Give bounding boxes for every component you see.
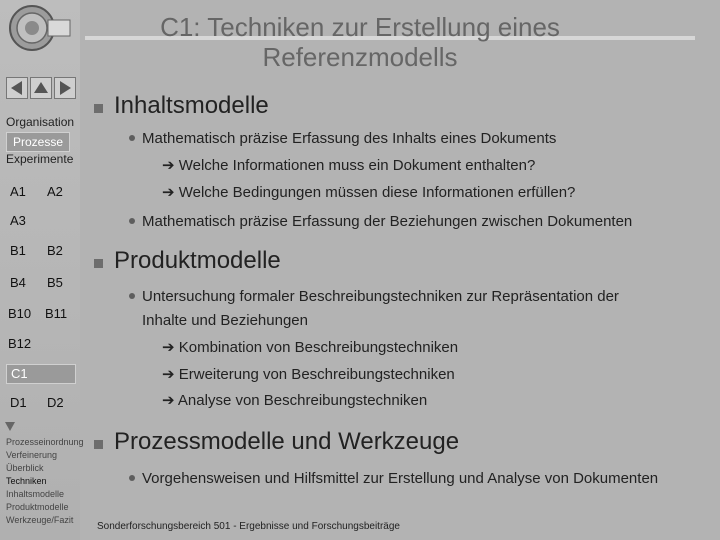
bullet-text: Mathematisch präzise Erfassung des Inhalts eines Dokuments (142, 130, 557, 147)
arrow-text: Erweiterung von Beschreibungstechniken (178, 366, 455, 383)
sidebar-item-b11[interactable]: B11 (45, 306, 68, 321)
slide-title-line-1: C1: Techniken zur Erstellung eines (160, 12, 560, 42)
sidebar-item-a1[interactable]: A1 (10, 184, 26, 199)
arrow-right-icon: ➔ (162, 339, 175, 356)
sidebar-organisation[interactable]: Organisation (6, 115, 75, 129)
triangle-up-icon (31, 78, 51, 98)
arrow-right-icon: ➔ (162, 392, 175, 409)
sub-nav-item[interactable]: Produktmodelle (6, 502, 69, 512)
sidebar-item-b1[interactable]: B1 (10, 243, 26, 258)
arrow-right-icon: ➔ (162, 184, 175, 201)
sidebar (0, 0, 84, 540)
bullet-dot-icon (129, 475, 135, 481)
sidebar-item-b2[interactable]: B2 (47, 243, 63, 258)
sub-nav-item[interactable]: Verfeinerung (6, 450, 58, 460)
sub-nav-item[interactable]: Techniken (6, 476, 47, 486)
sub-nav-item[interactable]: Inhaltsmodelle (6, 489, 65, 499)
triangle-right-icon (55, 78, 75, 98)
bullet-dot-icon (129, 135, 135, 141)
section-bullet-icon (94, 440, 103, 449)
slide-title (80, 12, 640, 72)
sidebar-item-b10[interactable]: B10 (8, 306, 32, 321)
triangle-left-icon (7, 78, 27, 98)
bullet-text: Vorgehensweisen und Hilfsmittel zur Erstellung und Analyse von Dokumenten (142, 470, 659, 487)
arrow-text: Analyse von Beschreibungstechniken (177, 392, 428, 409)
arrow-text: Kombination von Beschreibungstechniken (178, 339, 459, 356)
triangle-down-icon[interactable] (4, 420, 16, 432)
sidebar-item-c1[interactable]: C1 (6, 364, 76, 384)
sidebar-item-b12[interactable]: B12 (8, 336, 32, 351)
sidebar-item-a2[interactable]: A2 (47, 184, 63, 199)
sub-nav-item[interactable]: Werkzeuge/Fazit (6, 515, 74, 525)
sidebar-experimente[interactable]: Experimente (6, 152, 74, 166)
arrow-item (162, 365, 455, 385)
section-bullet-icon (94, 259, 103, 268)
bullet-text: Mathematisch präzise Erfassung der Beziehungen zwischen Dokumenten (142, 213, 633, 230)
arrow-item (162, 156, 535, 176)
slide-title-line-2: Referenzmodells (262, 42, 458, 72)
sidebar-item-d2[interactable]: D2 (47, 395, 64, 410)
arrow-item (162, 338, 458, 358)
section-heading-inhaltsmodelle: Inhaltsmodelle (114, 92, 269, 119)
bullet-text: Untersuchung formaler Beschreibungstechniken zur Repräsentation der (142, 288, 619, 305)
arrow-text: Welche Informationen muss ein Dokument enthalten? (178, 157, 536, 174)
arrow-text: Welche Bedingungen müssen diese Informationen erfüllen? (178, 184, 576, 201)
previous-button[interactable] (6, 77, 28, 99)
sidebar-item-a3[interactable]: A3 (10, 213, 26, 228)
university-logo (2, 2, 74, 54)
bullet-dot-icon (129, 293, 135, 299)
sidebar-item-b4[interactable]: B4 (10, 275, 26, 290)
arrow-right-icon: ➔ (162, 157, 175, 174)
sub-nav-item[interactable]: Prozesseinordnung (6, 437, 84, 447)
section-heading-prozessmodelle: Prozessmodelle und Werkzeuge (114, 428, 460, 455)
footer-text: Sonderforschungsbereich 501 - Ergebnisse und Forschungsbeiträge (97, 521, 400, 532)
up-button[interactable] (30, 77, 52, 99)
next-button[interactable] (54, 77, 76, 99)
arrow-item (162, 391, 427, 411)
section-bullet-icon (94, 104, 103, 113)
bullet-dot-icon (129, 218, 135, 224)
sidebar-item-d1[interactable]: D1 (10, 395, 27, 410)
arrow-item (162, 183, 575, 203)
sidebar-prozesse[interactable]: Prozesse (6, 132, 70, 152)
bullet-text-continuation: Inhalte und Beziehungen (142, 312, 308, 329)
section-heading-produktmodelle: Produktmodelle (114, 247, 281, 274)
arrow-right-icon: ➔ (162, 366, 175, 383)
sub-nav-item[interactable]: Überblick (6, 463, 44, 473)
sidebar-item-b5[interactable]: B5 (47, 275, 63, 290)
sub-navigation (6, 436, 84, 527)
